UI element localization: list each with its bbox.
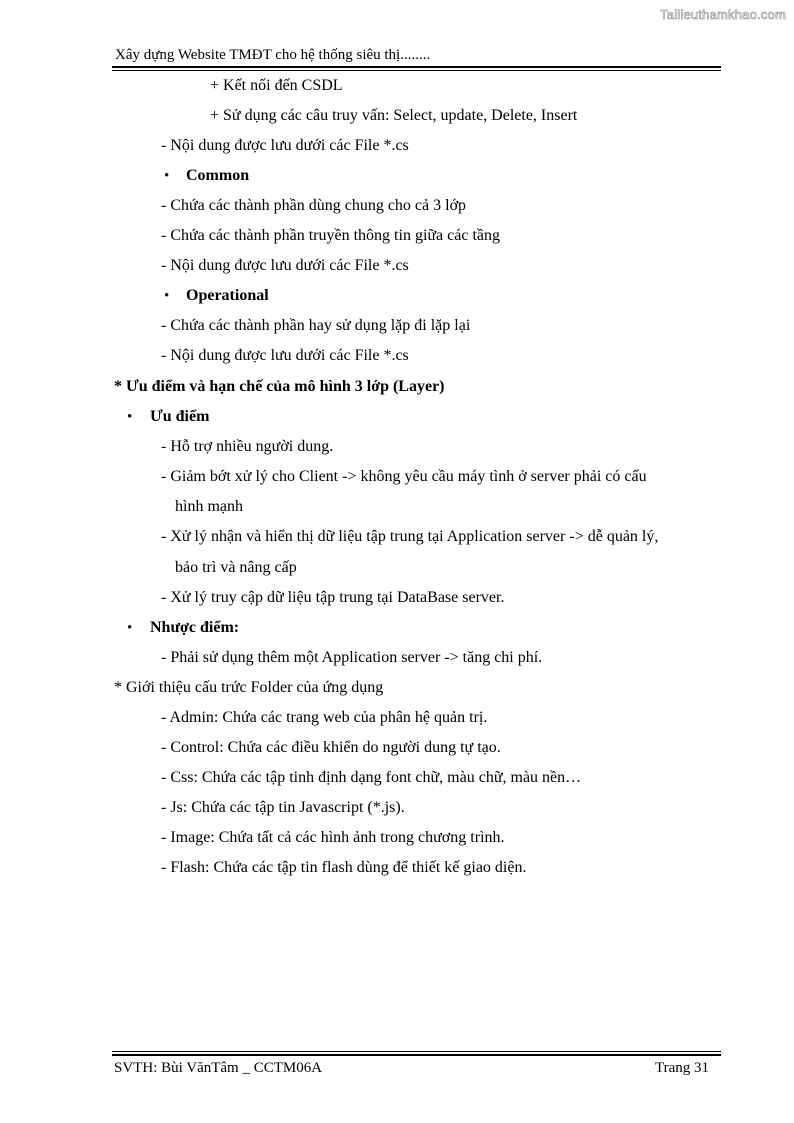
bullet-icon: • [164, 168, 170, 184]
text-line: - Image: Chứa tất cả các hình ảnh trong chương trình. [161, 829, 505, 846]
text-line: bảo trì và nâng cấp [175, 559, 297, 576]
text-line: - Control: Chứa các điều khiển do người dung tự tạo. [161, 739, 501, 756]
bullet-icon: • [127, 620, 133, 636]
subheading-operational: Operational [186, 287, 269, 304]
text-line: - Css: Chứa các tập tinh định dạng font chữ, màu chữ, màu nền… [161, 769, 582, 786]
text-line: - Flash: Chứa các tập tin flash dùng để thiết kế giao diện. [161, 859, 527, 876]
watermark: Tailieuthamkhao.com [660, 7, 786, 22]
text-line: - Xử lý nhận và hiển thị dữ liệu tập trung tại Application server -> dễ quản lý, [161, 528, 659, 545]
section-heading-folders: * Giới thiệu cấu trức Folder của ứng dụng [114, 679, 384, 696]
page-header-title: Xây dựng Website TMĐT cho hệ thống siêu thị........ [115, 47, 431, 63]
text-line: - Nội dung được lưu dưới các File *.cs [161, 137, 409, 154]
text-line: - Giảm bớt xử lý cho Client -> không yêu cầu máy tình ở server phải có cấu [161, 468, 647, 485]
header-rule-thick [112, 66, 721, 68]
section-heading-advantages: * Ưu điểm và hạn chế của mô hình 3 lớp (Layer) [114, 378, 445, 395]
text-line: + Sử dụng các câu truy vấn: Select, update, Delete, Insert [210, 107, 578, 124]
text-line: - Chứa các thành phần hay sử dụng lặp đi lặp lại [161, 317, 471, 334]
header-rule-thin [112, 70, 721, 71]
text-line: - Chứa các thành phần dùng chung cho cả 3 lớp [161, 197, 467, 214]
bullet-icon: • [164, 288, 170, 304]
subheading-uu-diem: Ưu điểm [150, 408, 210, 425]
footer-page-number: Trang 31 [655, 1060, 710, 1076]
text-line: - Nội dung được lưu dưới các File *.cs [161, 347, 409, 364]
text-line: - Xử lý truy cập dữ liệu tập trung tại DataBase server. [161, 589, 505, 606]
text-line: - Js: Chứa các tập tin Javascript (*.js). [161, 799, 405, 816]
subheading-nhuoc-diem: Nhược điểm: [150, 619, 240, 636]
text-line: - Hỗ trợ nhiều người dung. [161, 438, 334, 455]
subheading-common: Common [186, 167, 250, 184]
text-line: - Chứa các thành phần truyền thông tin giữa các tầng [161, 227, 501, 244]
text-line: + Kết nối đến CSDL [210, 77, 343, 94]
footer-author: SVTH: Bùi VănTâm _ CCTM06A [114, 1060, 323, 1076]
text-line: - Nội dung được lưu dưới các File *.cs [161, 257, 409, 274]
footer-rule-thin [112, 1051, 721, 1052]
bullet-icon: • [127, 409, 133, 425]
text-line: - Phải sử dụng thêm một Application server -> tăng chi phí. [161, 649, 543, 666]
text-line: hình mạnh [175, 498, 243, 515]
footer-rule-thick [112, 1054, 721, 1056]
text-line: - Admin: Chứa các trang web của phân hệ quản trị. [161, 709, 488, 726]
